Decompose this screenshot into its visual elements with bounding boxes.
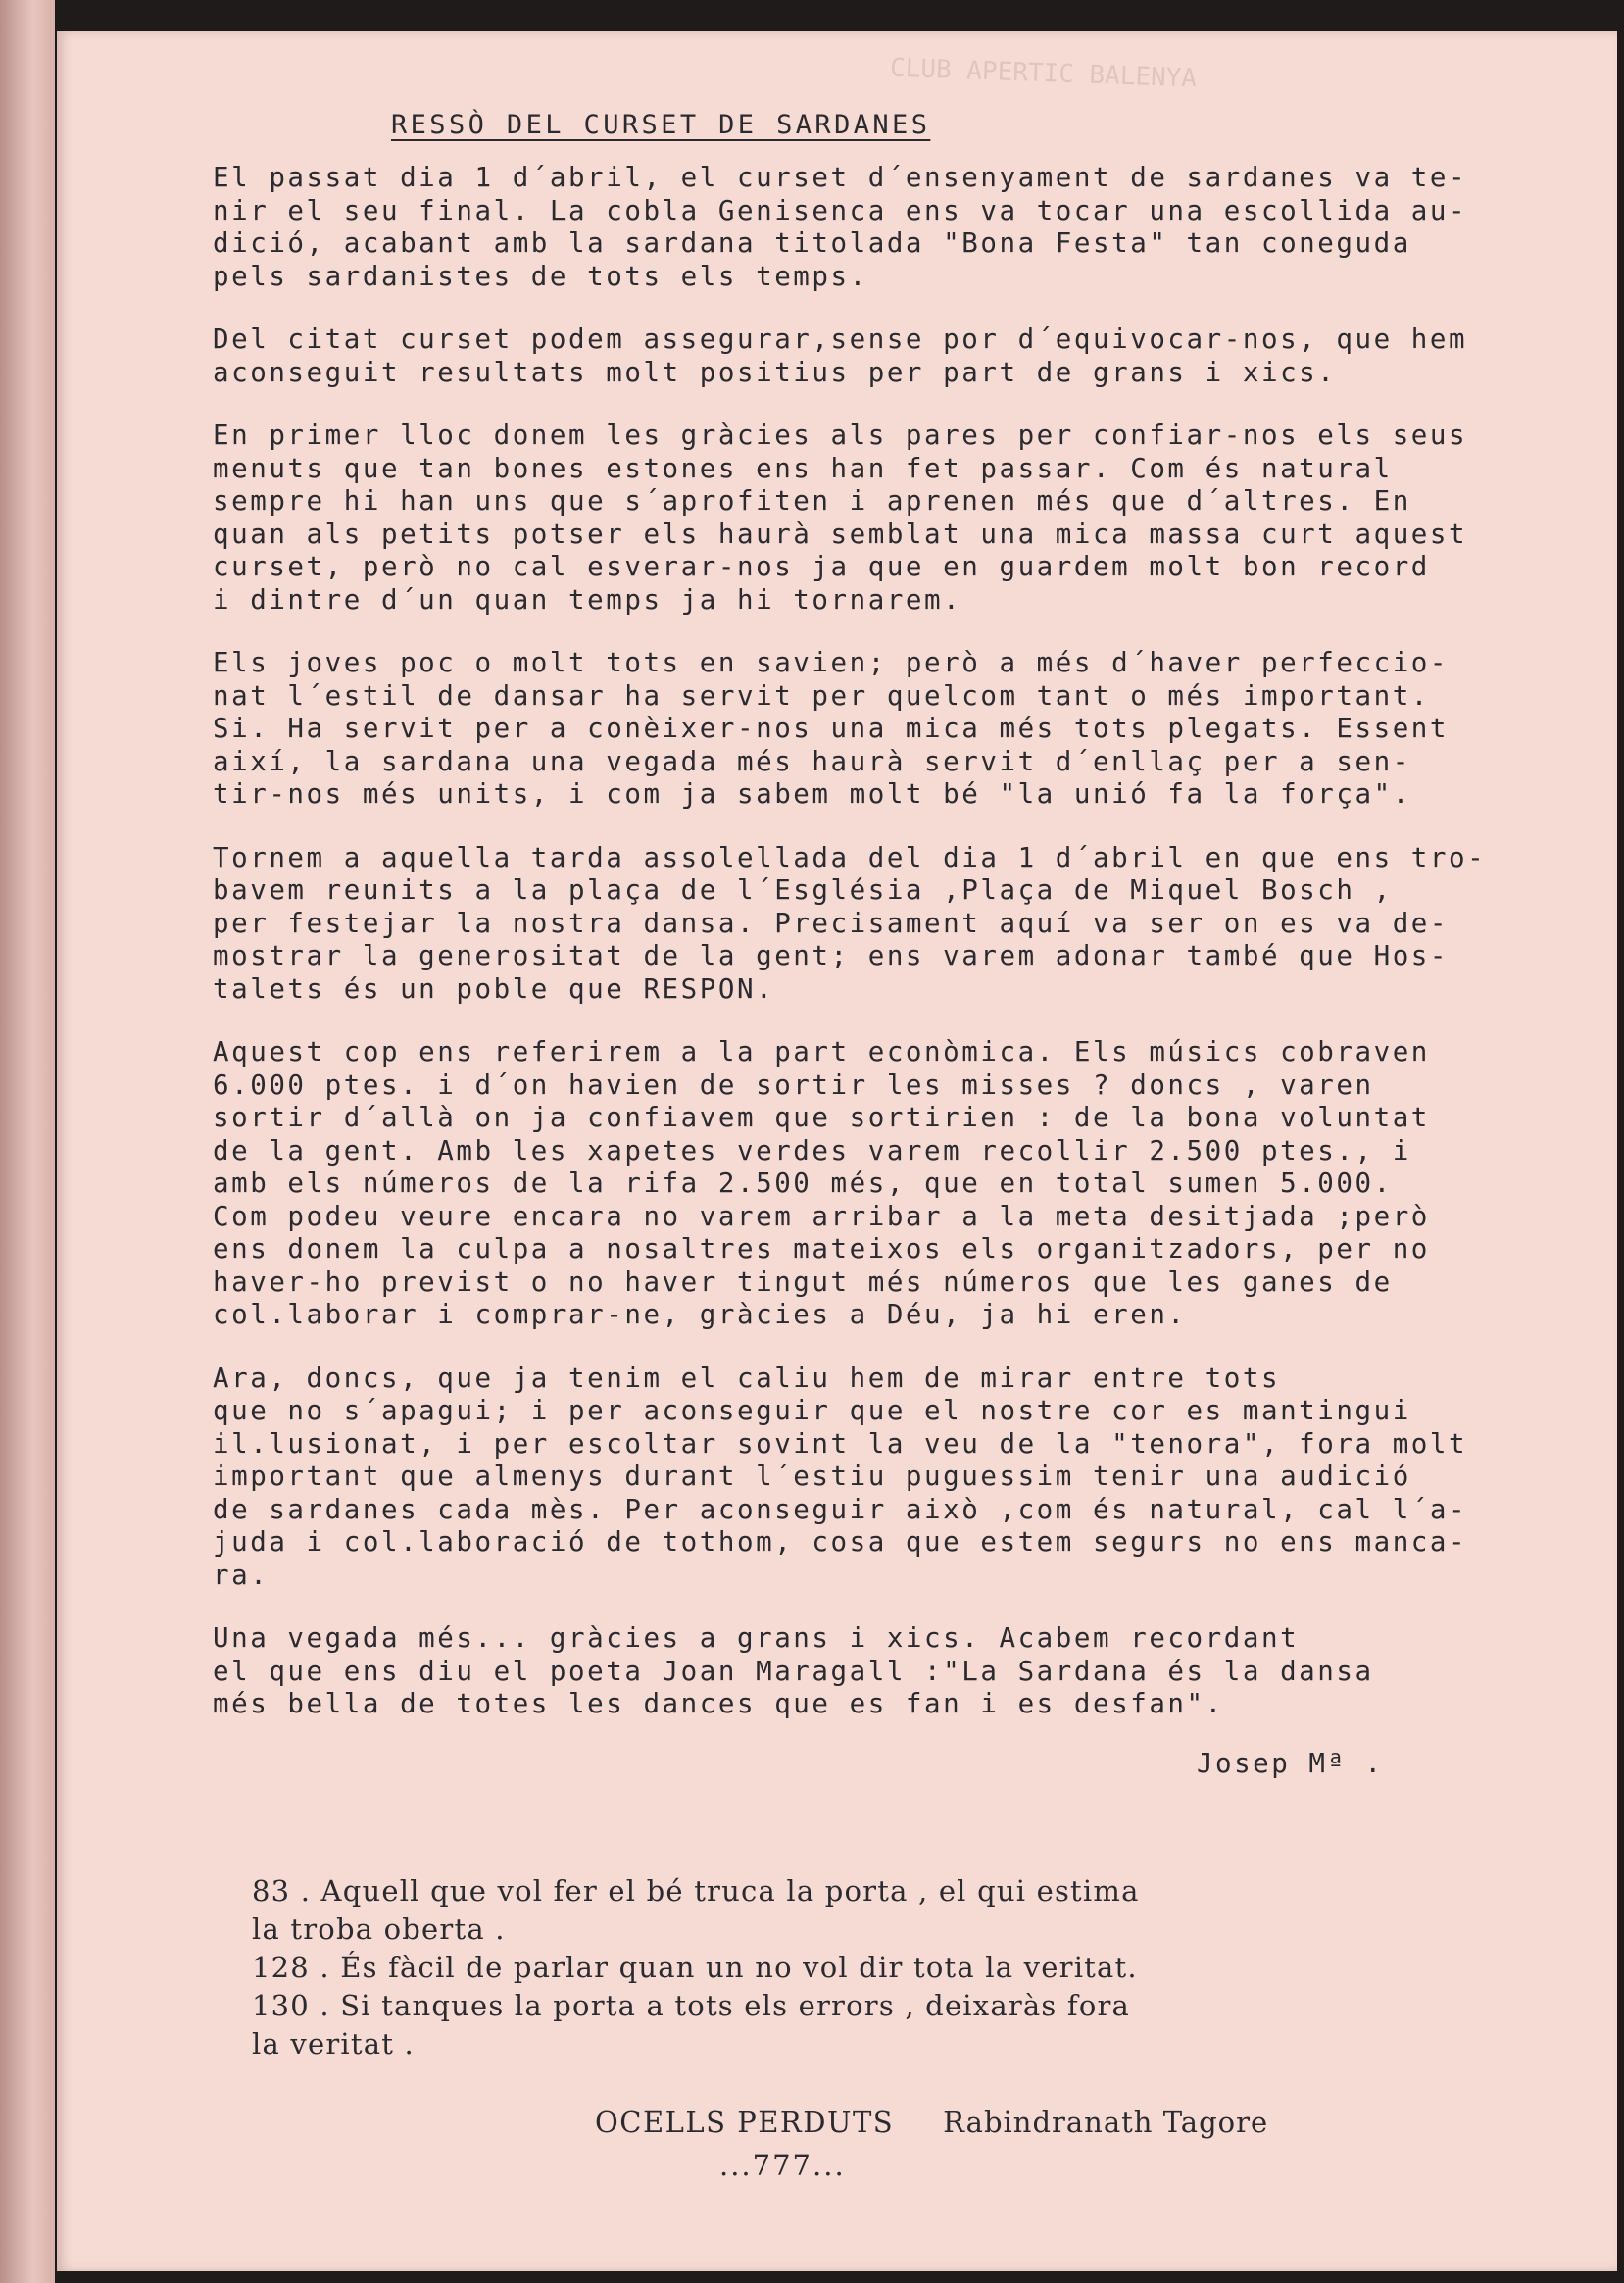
paragraph-3: En primer lloc donem les gràcies als pares per confiar-nos els seus menuts que tan bones estones ens han fet passar. Com és natural sempre hi han uns que s´aprofiten i aprenen més que d´altres. En quan als petits potser els haurà semblat una mica massa curt aquest curset, però no cal esverar-nos ja que en guardem molt bon record i dintre d´un quan temps ja hi tornarem. <box>213 420 1468 616</box>
quotes-section <box>252 1872 1555 2063</box>
paragraph-1: El passat dia 1 d´abril, el curset d´ensenyament de sardanes va te- nir el seu final. La cobla Genisenca ens va tocar una escollida au- dició, acabant amb la sardana titolada "Bona Festa" tan coneguda pels sardanistes de tots els temps. <box>213 162 1468 292</box>
paragraph-6: Aquest cop ens referirem a la part econòmica. Els músics cobraven 6.000 ptes. i d´on havien de sortir les misses ? doncs , varen sortir d´allà on ja confiavem que sortirien : de la bona voluntat de la gent. Amb les xapetes verdes varem recollir 2.500 ptes., i amb els números de la rifa 2.500 més, que en total sumen 5.000. Com podeu veure encara no varem arribar a la meta desitjada ;però ens donem la culpa a nosaltres mateixos els organitzadors, per no haver-ho previst o no haver tingut més números que les ganes de col.laborar i comprar-ne, gràcies a Déu, ja hi eren. <box>213 1036 1430 1330</box>
paragraph-4: Els joves poc o molt tots en savien; però a més d´haver perfeccio- nat l´estil de dansar ha servit per quelcom tant o més important. Si. Ha servit per a conèixer-nos una mica més tots plegats. Essent així, la sardana una vegada més haurà servit d´enllaç per a sen- tir-nos més units, i com ja sabem molt bé "la unió fa la força". <box>213 647 1450 810</box>
quote-source <box>595 2106 1555 2139</box>
bleed-through-text: CLUB APERTIC BALENYA <box>889 53 1198 94</box>
paragraph-2: Del citat curset podem assegurar,sense por d´equivocar-nos, que hem aconseguit resultats molt positius per part de grans i xics. <box>213 323 1468 388</box>
page-stack-edge <box>0 0 55 2283</box>
quote-83: 83 . Aquell que vol fer el bé truca la porta , el qui estima la troba oberta . <box>252 1873 1140 1946</box>
document-page <box>57 31 1617 2271</box>
article-title: RESSÒ DEL CURSET DE SARDANES <box>391 110 931 140</box>
signature: Josep Mª . <box>1197 1747 1384 1779</box>
quote-128: 128 . És fàcil de parlar quan un no vol dir tota la veritat. <box>252 1950 1138 1984</box>
paragraph-5: Tornem a aquella tarda assolellada del dia 1 d´abril en que ens tro- bavem reunits a la plaça de l´Església ,Plaça de Miquel Bosch , per festejar la nostra dansa. Precisament aquí va ser on es va de- mostrar la generositat de la gent; ens varem adonar també que Hos- talets és un poble que RESPON. <box>213 841 1487 1005</box>
quote-130: 130 . Si tanques la porta a tots els errors , deixaràs fora la veritat . <box>252 1988 1131 2060</box>
source-author: Rabindranath Tagore <box>943 2105 1269 2139</box>
article-body <box>213 162 1555 1721</box>
paragraph-8: Una vegada més... gràcies a grans i xics. Acabem recordant el que ens diu el poeta Joan Maragall :"La Sardana és la dansa més bella de totes les dances que es fan i es desfan". <box>213 1622 1374 1719</box>
page-content <box>213 110 1555 2182</box>
page-number: ...777... <box>719 2148 846 2182</box>
source-book: OCELLS PERDUTS <box>595 2105 895 2139</box>
paragraph-7: Ara, doncs, que ja tenim el caliu hem de mirar entre tots que no s´apagui; i per aconseguir que el nostre cor es mantingui il.lusionat, i per escoltar sovint la veu de la "tenora", fora molt important que almenys durant l´estiu puguessim tenir una audició de sardanes cada mès. Per aconseguir això ,com és natural, cal l´a- juda i col.laboració de tothom, cosa que estem segurs no ens manca- ra. <box>213 1362 1468 1591</box>
